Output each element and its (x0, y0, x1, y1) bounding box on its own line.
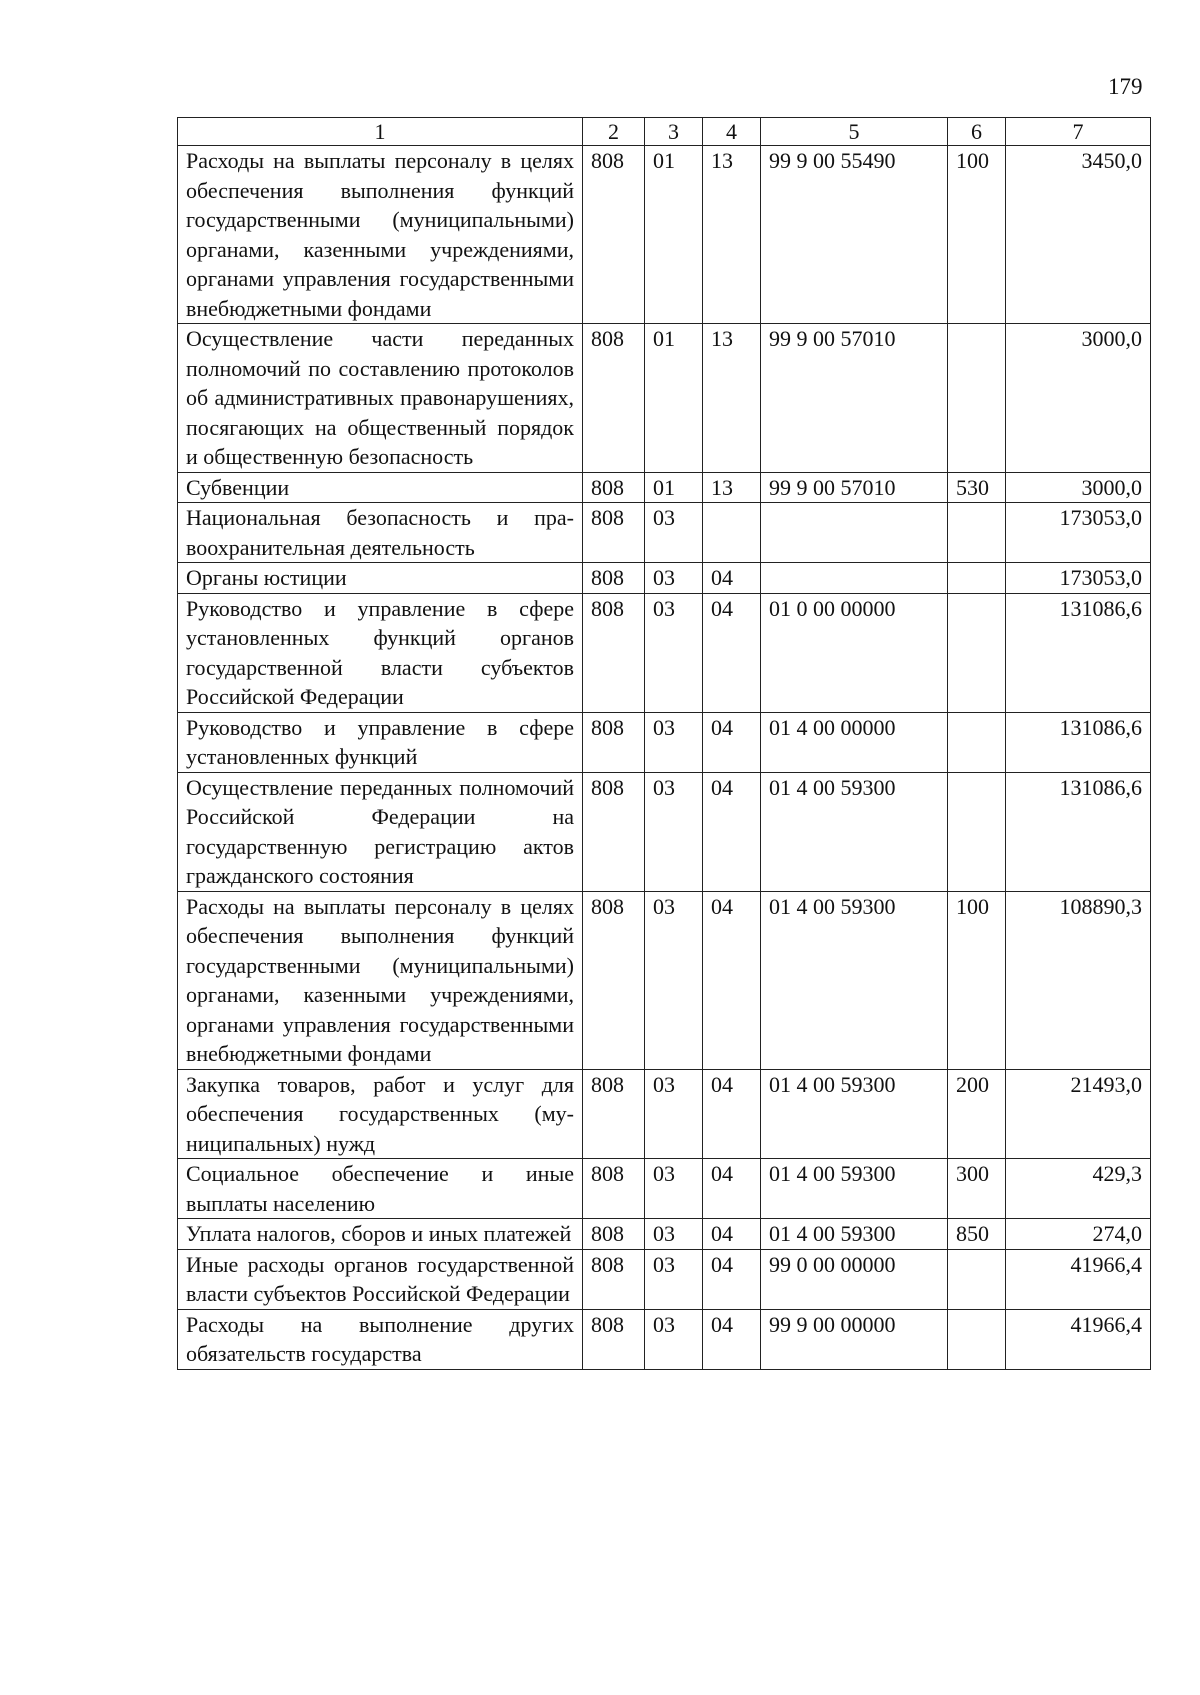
expense-type-cell (948, 772, 1006, 891)
budget-expenditure-table (177, 117, 1151, 1370)
subsection-code-cell: 04 (703, 891, 761, 1069)
amount-cell: 41966,4 (1006, 1309, 1151, 1369)
header-cell: 7 (1006, 118, 1151, 146)
expense-name-cell: Субвенции (178, 472, 583, 503)
subsection-code-cell: 04 (703, 593, 761, 712)
expense-name-cell: Социальное обеспечение и иные выплаты населению (178, 1159, 583, 1219)
section-code-cell: 01 (645, 472, 703, 503)
expense-name-cell: Закупка товаров, работ и услуг для обеспечения государственных (муниципальных) нужд (178, 1069, 583, 1159)
table-row (178, 472, 1151, 503)
target-article-cell (761, 563, 948, 594)
table-row (178, 1069, 1151, 1159)
expense-type-cell: 300 (948, 1159, 1006, 1219)
target-article-cell: 99 9 00 00000 (761, 1309, 948, 1369)
amount-cell: 108890,3 (1006, 891, 1151, 1069)
section-code-cell: 03 (645, 1069, 703, 1159)
header-cell: 2 (583, 118, 645, 146)
section-code-cell: 03 (645, 1219, 703, 1250)
target-article-cell: 99 9 00 57010 (761, 324, 948, 473)
amount-cell: 274,0 (1006, 1219, 1151, 1250)
subsection-code-cell: 04 (703, 772, 761, 891)
expense-name-cell: Расходы на выполнение других обязательств государства (178, 1309, 583, 1369)
expense-type-cell: 200 (948, 1069, 1006, 1159)
subsection-code-cell: 04 (703, 1219, 761, 1250)
section-code-cell: 03 (645, 772, 703, 891)
subsection-code-cell (703, 503, 761, 563)
expense-name-cell: Осуществление переданных полномочий Российской Федерации на государственную регистрацию актов гражданского состояния (178, 772, 583, 891)
department-code-cell: 808 (583, 1309, 645, 1369)
subsection-code-cell: 13 (703, 472, 761, 503)
target-article-cell (761, 503, 948, 563)
department-code-cell: 808 (583, 472, 645, 503)
expense-name-cell: Осуществление части переданных полномочий по составлению протоколов об административных правонарушениях, посягающих на общественный порядок и общественную безопасность (178, 324, 583, 473)
target-article-cell: 01 4 00 59300 (761, 1219, 948, 1250)
expense-type-cell (948, 1249, 1006, 1309)
table-row (178, 891, 1151, 1069)
subsection-code-cell: 04 (703, 1159, 761, 1219)
target-article-cell: 01 4 00 59300 (761, 1069, 948, 1159)
table-row (178, 563, 1151, 594)
section-code-cell: 03 (645, 1309, 703, 1369)
target-article-cell: 01 4 00 59300 (761, 772, 948, 891)
subsection-code-cell: 13 (703, 324, 761, 473)
section-code-cell: 01 (645, 146, 703, 324)
expense-type-cell: 100 (948, 146, 1006, 324)
target-article-cell: 99 9 00 57010 (761, 472, 948, 503)
target-article-cell: 99 9 00 55490 (761, 146, 948, 324)
expense-type-cell: 100 (948, 891, 1006, 1069)
amount-cell: 429,3 (1006, 1159, 1151, 1219)
department-code-cell: 808 (583, 324, 645, 473)
section-code-cell: 01 (645, 324, 703, 473)
expense-name-cell: Иные расходы органов государственной власти субъектов Российской Федерации (178, 1249, 583, 1309)
department-code-cell: 808 (583, 593, 645, 712)
page-number: 179 (1108, 74, 1143, 99)
expense-name-cell: Руководство и управление в сфере установленных функций органов государственной власти субъектов Российской Федерации (178, 593, 583, 712)
department-code-cell: 808 (583, 891, 645, 1069)
amount-cell: 173053,0 (1006, 563, 1151, 594)
department-code-cell: 808 (583, 1069, 645, 1159)
expense-name-cell: Руководство и управление в сфере установленных функций (178, 712, 583, 772)
expense-type-cell: 850 (948, 1219, 1006, 1250)
header-cell: 1 (178, 118, 583, 146)
expense-type-cell: 530 (948, 472, 1006, 503)
amount-cell: 21493,0 (1006, 1069, 1151, 1159)
department-code-cell: 808 (583, 503, 645, 563)
subsection-code-cell: 04 (703, 1069, 761, 1159)
amount-cell: 41966,4 (1006, 1249, 1151, 1309)
expense-type-cell (948, 712, 1006, 772)
section-code-cell: 03 (645, 503, 703, 563)
amount-cell: 3000,0 (1006, 324, 1151, 473)
amount-cell: 3450,0 (1006, 146, 1151, 324)
amount-cell: 173053,0 (1006, 503, 1151, 563)
department-code-cell: 808 (583, 772, 645, 891)
section-code-cell: 03 (645, 712, 703, 772)
subsection-code-cell: 04 (703, 1249, 761, 1309)
department-code-cell: 808 (583, 563, 645, 594)
table-row (178, 712, 1151, 772)
expense-type-cell (948, 503, 1006, 563)
header-cell: 5 (761, 118, 948, 146)
expense-name-cell: Национальная безопасность и правоохранительная деятельность (178, 503, 583, 563)
department-code-cell: 808 (583, 146, 645, 324)
section-code-cell: 03 (645, 1249, 703, 1309)
target-article-cell: 01 0 00 00000 (761, 593, 948, 712)
subsection-code-cell: 04 (703, 563, 761, 594)
subsection-code-cell: 04 (703, 1309, 761, 1369)
section-code-cell: 03 (645, 563, 703, 594)
expense-name-cell: Уплата налогов, сборов и иных платежей (178, 1219, 583, 1250)
subsection-code-cell: 13 (703, 146, 761, 324)
target-article-cell: 01 4 00 59300 (761, 1159, 948, 1219)
table-row (178, 1309, 1151, 1369)
amount-cell: 131086,6 (1006, 712, 1151, 772)
table-row (178, 772, 1151, 891)
target-article-cell: 01 4 00 59300 (761, 891, 948, 1069)
expense-type-cell (948, 563, 1006, 594)
expense-name-cell: Органы юстиции (178, 563, 583, 594)
section-code-cell: 03 (645, 891, 703, 1069)
expense-type-cell (948, 593, 1006, 712)
expense-name-cell: Расходы на выплаты персоналу в целях обеспечения выполнения функций государственными (муниципальными) органами, казенными учреждениями, органами управления государственными внебюджетными фондами (178, 146, 583, 324)
table-row (178, 1219, 1151, 1250)
header-cell: 3 (645, 118, 703, 146)
table-row (178, 503, 1151, 563)
section-code-cell: 03 (645, 593, 703, 712)
amount-cell: 131086,6 (1006, 772, 1151, 891)
department-code-cell: 808 (583, 1249, 645, 1309)
expense-type-cell (948, 1309, 1006, 1369)
target-article-cell: 99 0 00 00000 (761, 1249, 948, 1309)
department-code-cell: 808 (583, 712, 645, 772)
table-body (178, 146, 1151, 1370)
amount-cell: 3000,0 (1006, 472, 1151, 503)
table-row (178, 1159, 1151, 1219)
expense-name-cell: Расходы на выплаты персоналу в целях обеспечения выполнения функций государственными (муниципальными) органами, казенными учреждениями, органами управления государственными внебюджетными фондами (178, 891, 583, 1069)
table-row (178, 146, 1151, 324)
department-code-cell: 808 (583, 1219, 645, 1250)
table-row (178, 1249, 1151, 1309)
table-row (178, 324, 1151, 473)
table-row (178, 593, 1151, 712)
expense-type-cell (948, 324, 1006, 473)
header-cell: 4 (703, 118, 761, 146)
column-number-header (178, 118, 1151, 146)
target-article-cell: 01 4 00 00000 (761, 712, 948, 772)
subsection-code-cell: 04 (703, 712, 761, 772)
amount-cell: 131086,6 (1006, 593, 1151, 712)
department-code-cell: 808 (583, 1159, 645, 1219)
header-cell: 6 (948, 118, 1006, 146)
section-code-cell: 03 (645, 1159, 703, 1219)
